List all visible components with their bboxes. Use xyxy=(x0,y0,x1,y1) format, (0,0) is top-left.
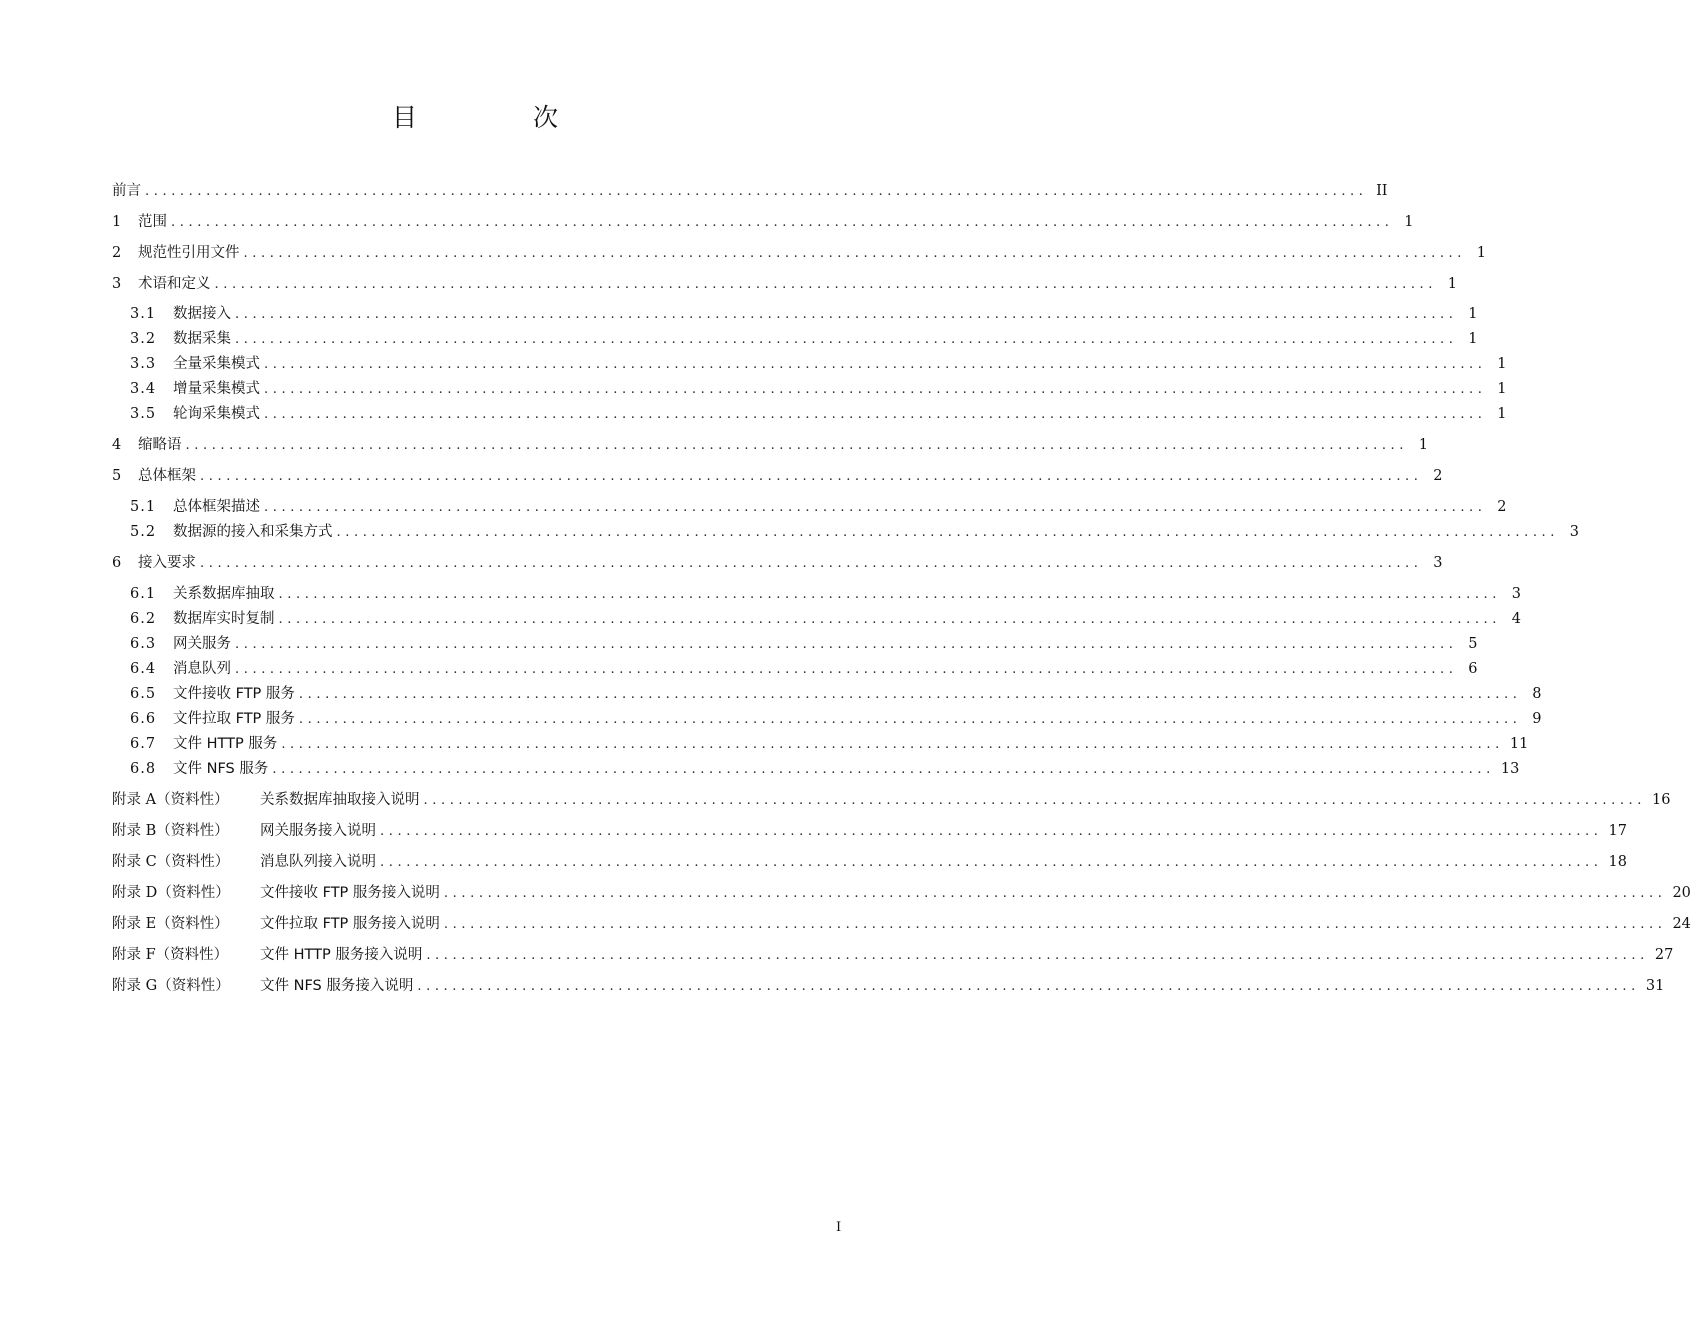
toc-number: 2 xyxy=(112,245,122,261)
toc-page-number: 1 xyxy=(1468,331,1478,347)
toc-entry[interactable] xyxy=(112,273,1458,295)
toc-entry[interactable] xyxy=(130,583,1522,605)
page-title: 目 次 xyxy=(392,103,612,132)
toc-label: 全量采集模式 xyxy=(173,356,260,372)
toc-number: 6.5 xyxy=(130,686,157,702)
toc-label: 术语和定义 xyxy=(138,276,211,292)
toc-label: 总体框架 xyxy=(138,468,196,484)
toc-leader: ............................................................................................................................................ xyxy=(278,587,1502,602)
toc-number: 3.5 xyxy=(130,406,157,422)
toc-page-number: 16 xyxy=(1652,792,1671,808)
toc-leader: ............................................................................................................................................ xyxy=(443,886,1667,901)
toc-label: 关系数据库抽取 xyxy=(173,586,275,602)
toc-number: 3 xyxy=(112,276,122,292)
toc-number: 附录 E（资料性） xyxy=(112,916,229,932)
toc-page-number: 8 xyxy=(1532,686,1542,702)
toc-leader: ............................................................................................................................................ xyxy=(298,712,1522,727)
toc-number: 6.8 xyxy=(130,761,157,777)
toc-leader: ............................................................................................................................................ xyxy=(281,737,1504,752)
toc-entry[interactable] xyxy=(112,434,1429,456)
toc-page-number: II xyxy=(1376,183,1388,199)
toc-page-number: 1 xyxy=(1418,437,1429,453)
toc-entry[interactable] xyxy=(112,242,1487,264)
toc-leader: ............................................................................................................................................ xyxy=(235,637,1458,652)
toc-number: 附录 B（资料性） xyxy=(112,823,229,839)
toc-page-number: 3 xyxy=(1511,586,1522,602)
toc-number: 附录 G（资料性） xyxy=(112,978,230,994)
toc-number: 6.3 xyxy=(130,636,157,652)
toc-entry[interactable] xyxy=(130,733,1529,755)
toc-leader: ............................................................................................................................................ xyxy=(200,556,1423,571)
toc-page-number: 6 xyxy=(1468,661,1478,677)
toc-number: 3.3 xyxy=(130,356,157,372)
toc-label: 消息队列 xyxy=(173,661,231,677)
toc-page-number: 18 xyxy=(1608,854,1627,870)
toc-label: 文件 HTTP 服务 xyxy=(173,736,278,752)
toc-entry[interactable] xyxy=(130,378,1507,400)
toc-entry[interactable] xyxy=(112,851,1627,873)
toc-label: 数据采集 xyxy=(173,331,231,347)
toc-leader: ............................................................................................................................................ xyxy=(145,184,1368,199)
toc-number: 3.2 xyxy=(130,331,157,347)
toc-page-number: 3 xyxy=(1433,555,1443,571)
toc-leader: ............................................................................................................................................ xyxy=(272,762,1495,777)
toc-number: 附录 A（资料性） xyxy=(112,792,229,808)
toc-entry[interactable] xyxy=(112,211,1414,233)
toc-label: 文件拉取 FTP 服务 xyxy=(173,711,295,727)
toc-number: 5.1 xyxy=(130,499,157,515)
toc-label: 总体框架描述 xyxy=(173,499,260,515)
toc-page-number: 1 xyxy=(1447,276,1458,292)
toc-leader: ............................................................................................................................................ xyxy=(417,979,1640,994)
toc-leader: ............................................................................................................................................ xyxy=(443,917,1667,932)
toc-page-number: 3 xyxy=(1569,524,1580,540)
toc-entry[interactable] xyxy=(112,975,1665,997)
toc-number: 6.4 xyxy=(130,661,157,677)
toc-entry[interactable] xyxy=(112,913,1691,935)
toc-entry[interactable] xyxy=(112,882,1691,904)
toc-label: 文件 HTTP 服务接入说明 xyxy=(260,947,423,963)
toc-entry[interactable] xyxy=(130,608,1522,630)
toc-leader: ............................................................................................................................................ xyxy=(200,469,1423,484)
toc-number: 6.1 xyxy=(130,586,157,602)
toc-leader: ............................................................................................................................................ xyxy=(185,438,1409,453)
toc-leader: ............................................................................................................................................ xyxy=(298,687,1522,702)
toc-leader: ............................................................................................................................................ xyxy=(264,407,1487,422)
toc-number: 6.2 xyxy=(130,611,157,627)
toc-label: 数据库实时复制 xyxy=(173,611,275,627)
toc-page-number: 1 xyxy=(1476,245,1487,261)
toc-leader: ............................................................................................................................................ xyxy=(336,525,1560,540)
toc-label: 范围 xyxy=(138,214,167,230)
toc-leader: ............................................................................................................................................ xyxy=(235,307,1458,322)
toc-page-number: 1 xyxy=(1468,306,1478,322)
toc-label: 轮询采集模式 xyxy=(173,406,260,422)
toc-page-number: 5 xyxy=(1468,636,1478,652)
footer-page-number: I xyxy=(836,1220,842,1235)
toc-page-number: 2 xyxy=(1497,499,1507,515)
toc-number: 5 xyxy=(112,468,122,484)
toc-page-number: 20 xyxy=(1672,885,1691,901)
toc-label: 缩略语 xyxy=(138,437,182,453)
toc-page-number: 17 xyxy=(1608,823,1627,839)
toc-entry[interactable] xyxy=(130,496,1507,518)
toc-entry[interactable] xyxy=(130,683,1542,705)
toc-leader: ............................................................................................................................................ xyxy=(380,855,1603,870)
toc-number: 4 xyxy=(112,437,122,453)
toc-label: 文件接收 FTP 服务接入说明 xyxy=(260,885,440,901)
toc-entry[interactable] xyxy=(112,789,1671,811)
toc-page-number: 2 xyxy=(1433,468,1443,484)
toc-entry[interactable] xyxy=(130,658,1478,680)
toc-leader: ............................................................................................................................................ xyxy=(264,357,1487,372)
toc-label: 网关服务接入说明 xyxy=(260,823,376,839)
toc-entry[interactable] xyxy=(130,353,1507,375)
toc-page-number: 4 xyxy=(1511,611,1522,627)
toc-page-number: 1 xyxy=(1497,406,1507,422)
toc-page-number: 11 xyxy=(1509,736,1529,752)
toc-leader: ............................................................................................................................................ xyxy=(423,793,1647,808)
toc-label: 关系数据库抽取接入说明 xyxy=(260,792,420,808)
toc-label: 数据源的接入和采集方式 xyxy=(173,524,333,540)
toc-number: 6.7 xyxy=(130,736,157,752)
toc-label: 规范性引用文件 xyxy=(138,245,240,261)
toc-number: 附录 D（资料性） xyxy=(112,885,230,901)
toc-leader: ............................................................................................................................................ xyxy=(264,382,1487,397)
toc-entry[interactable] xyxy=(112,465,1443,487)
toc-label: 前言 xyxy=(112,183,141,199)
toc-number: 6.6 xyxy=(130,711,157,727)
toc-number: 3.4 xyxy=(130,381,157,397)
toc-page-number: 31 xyxy=(1645,978,1665,994)
toc-entry[interactable] xyxy=(112,820,1627,842)
toc-page-number: 13 xyxy=(1500,761,1520,777)
toc-label: 增量采集模式 xyxy=(173,381,260,397)
toc-page-number: 27 xyxy=(1654,947,1674,963)
toc-leader: ............................................................................................................................................ xyxy=(426,948,1649,963)
toc-page-number: 1 xyxy=(1404,214,1414,230)
toc-label: 文件 NFS 服务 xyxy=(173,761,269,777)
toc-leader: ............................................................................................................................................ xyxy=(243,246,1467,261)
toc-page-number: 1 xyxy=(1497,356,1507,372)
toc-leader: ............................................................................................................................................ xyxy=(264,500,1487,515)
toc-leader: ............................................................................................................................................ xyxy=(235,332,1458,347)
toc-entry[interactable] xyxy=(130,521,1580,543)
toc-label: 消息队列接入说明 xyxy=(260,854,376,870)
toc-leader: ............................................................................................................................................ xyxy=(235,662,1458,677)
toc-number: 附录 C（资料性） xyxy=(112,854,230,870)
toc-page-number: 1 xyxy=(1497,381,1507,397)
toc-entry[interactable] xyxy=(112,180,1388,202)
toc-entry[interactable] xyxy=(112,552,1443,574)
toc-entry[interactable] xyxy=(130,758,1520,780)
toc-entry[interactable] xyxy=(130,708,1542,730)
toc-page-number: 9 xyxy=(1532,711,1542,727)
toc-entry[interactable] xyxy=(112,944,1674,966)
toc-label: 数据接入 xyxy=(173,306,231,322)
toc-entry[interactable] xyxy=(130,403,1507,425)
toc-number: 附录 F（资料性） xyxy=(112,947,229,963)
table-of-contents xyxy=(112,0,1691,1344)
toc-entry[interactable] xyxy=(130,303,1478,325)
toc-leader: ............................................................................................................................................ xyxy=(171,215,1394,230)
toc-label: 网关服务 xyxy=(173,636,231,652)
toc-number: 1 xyxy=(112,214,122,230)
toc-number: 6 xyxy=(112,555,122,571)
toc-label: 文件 NFS 服务接入说明 xyxy=(260,978,414,994)
toc-leader: ............................................................................................................................................ xyxy=(380,824,1603,839)
toc-leader: ............................................................................................................................................ xyxy=(278,612,1502,627)
toc-entry[interactable] xyxy=(130,328,1478,350)
toc-number: 5.2 xyxy=(130,524,157,540)
toc-number: 3.1 xyxy=(130,306,157,322)
toc-leader: ............................................................................................................................................ xyxy=(214,277,1438,292)
toc-page-number: 24 xyxy=(1672,916,1691,932)
toc-label: 文件拉取 FTP 服务接入说明 xyxy=(260,916,440,932)
toc-label: 接入要求 xyxy=(138,555,196,571)
toc-entry[interactable] xyxy=(130,633,1478,655)
toc-label: 文件接收 FTP 服务 xyxy=(173,686,295,702)
